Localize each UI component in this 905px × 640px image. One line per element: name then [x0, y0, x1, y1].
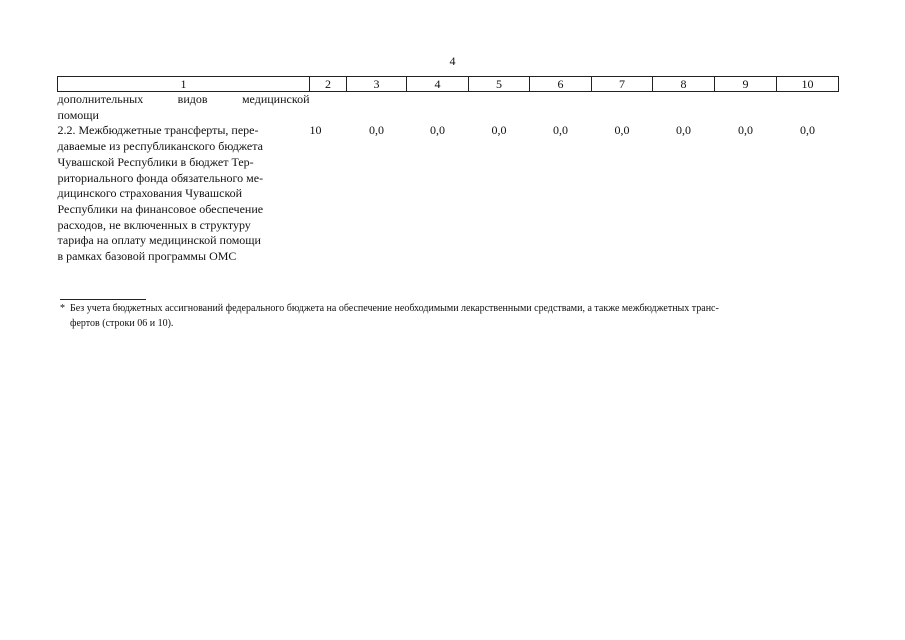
footnote-separator — [60, 299, 146, 300]
column-header: 8 — [653, 77, 715, 92]
value-cell: 0,0 — [369, 123, 384, 138]
continuation-line: помощи — [57, 107, 99, 122]
value-cell: 0,0 — [553, 123, 568, 138]
table-row-continuation — [58, 108, 839, 124]
value-cell: 0,0 — [676, 123, 691, 138]
row-description — [58, 123, 310, 264]
column-header: 9 — [715, 77, 777, 92]
footnote — [60, 302, 847, 331]
description-line: тарифа на оплату медицинской помощи — [57, 233, 261, 248]
description-line: расходов, не включенных в структуру — [57, 217, 251, 232]
description-line: Республики на финансовое обеспечение — [57, 201, 264, 216]
column-header: 10 — [777, 77, 839, 92]
column-header: 6 — [530, 77, 592, 92]
description-line: риториального фонда обязательного ме- — [57, 170, 264, 185]
column-header: 7 — [592, 77, 653, 92]
column-header: 4 — [407, 77, 469, 92]
row-code: 10 — [309, 123, 322, 138]
description-line: Чувашской Республики в бюджет Тер- — [57, 154, 254, 169]
footnote-text-line2: фертов (строки 06 и 10). — [70, 317, 174, 329]
description-line: дицинского страхования Чувашской — [57, 186, 243, 201]
description-line: 2.2. Межбюджетные трансферты, пере- — [57, 123, 259, 138]
column-header: 5 — [469, 77, 530, 92]
footnote-mark: * — [60, 303, 65, 314]
value-cell: 0,0 — [800, 123, 815, 138]
footnote-text-line1: Без учета бюджетных ассигнований федерального бюджета на обеспечение необходимыми лекарственными средствами, а также межбюджетных транс- — [70, 303, 719, 314]
page-number: 4 — [449, 54, 456, 68]
value-cell: 0,0 — [430, 123, 445, 138]
description-line: даваемые из республиканского бюджета — [57, 139, 263, 154]
table-row — [58, 123, 839, 264]
continuation-line: дополнительных видов медицинской — [57, 92, 310, 106]
column-header: 2 — [310, 77, 347, 92]
column-header: 1 — [58, 77, 310, 92]
description-line: в рамках базовой программы ОМС — [57, 249, 237, 264]
table-row-continuation — [58, 92, 839, 108]
column-header: 3 — [347, 77, 407, 92]
budget-table — [57, 76, 839, 265]
table-header-row — [58, 77, 839, 92]
value-cell: 0,0 — [614, 123, 630, 138]
value-cell: 0,0 — [491, 123, 507, 138]
value-cell: 0,0 — [738, 123, 753, 138]
